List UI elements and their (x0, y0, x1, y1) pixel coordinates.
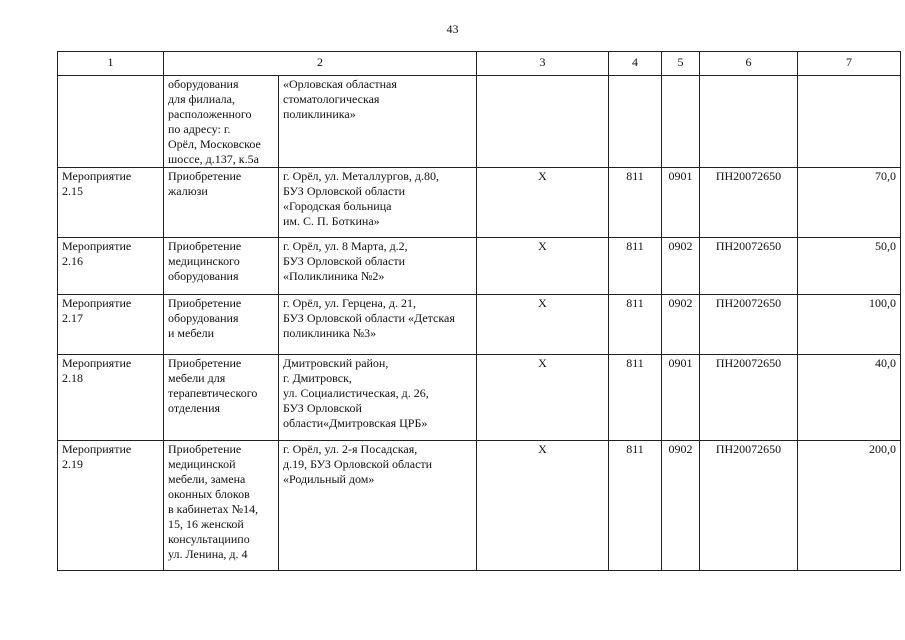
amount-cell (798, 76, 901, 168)
table-row (58, 76, 901, 168)
col5-cell: 0902 (662, 295, 700, 355)
table-row (58, 168, 901, 238)
amount-cell: 40,0 (798, 355, 901, 441)
page-number: 43 (446, 22, 459, 36)
item-cell: оборудования для филиала, расположенного по адресу: г. Орёл, Московское шоссе, д.137, к.5а (164, 76, 279, 168)
header-cell: 1 (58, 52, 164, 76)
col5-cell: 0901 (662, 168, 700, 238)
header-row (58, 52, 901, 76)
col3-cell: X (477, 295, 609, 355)
col4-cell: 811 (609, 355, 662, 441)
amount-cell: 50,0 (798, 238, 901, 295)
table-row (58, 295, 901, 355)
header-cell: 5 (662, 52, 700, 76)
col3-cell: X (477, 355, 609, 441)
col3-cell: X (477, 168, 609, 238)
col6-cell: ПН20072650 (700, 238, 798, 295)
col4-cell: 811 (609, 295, 662, 355)
event-cell (58, 76, 164, 168)
header-cell: 4 (609, 52, 662, 76)
col4-cell: 811 (609, 238, 662, 295)
place-cell: г. Орёл, ул. Металлургов, д.80, БУЗ Орловской области «Городская больница им. С. П. Боткина» (279, 168, 477, 238)
col6-cell: ПН20072650 (700, 355, 798, 441)
col6-cell: ПН20072650 (700, 168, 798, 238)
col6-cell (700, 76, 798, 168)
col4-cell (609, 76, 662, 168)
col4-cell: 811 (609, 168, 662, 238)
table-row (58, 355, 901, 441)
col3-cell: X (477, 441, 609, 571)
budget-table (57, 51, 901, 571)
table-row (58, 238, 901, 295)
header-cell: 3 (477, 52, 609, 76)
event-cell: Мероприятие 2.15 (58, 168, 164, 238)
item-cell: Приобретение мебели для терапевтического отделения (164, 355, 279, 441)
col5-cell: 0901 (662, 355, 700, 441)
col6-cell: ПН20072650 (700, 441, 798, 571)
event-cell: Мероприятие 2.17 (58, 295, 164, 355)
col5-cell (662, 76, 700, 168)
amount-cell: 70,0 (798, 168, 901, 238)
event-cell: Мероприятие 2.18 (58, 355, 164, 441)
amount-cell: 100,0 (798, 295, 901, 355)
place-cell: Дмитровский район, г. Дмитровск, ул. Социалистическая, д. 26, БУЗ Орловской области«Дмитровская ЦРБ» (279, 355, 477, 441)
col3-cell: X (477, 238, 609, 295)
col5-cell: 0902 (662, 238, 700, 295)
header-cell: 7 (798, 52, 901, 76)
event-cell: Мероприятие 2.19 (58, 441, 164, 571)
col4-cell: 811 (609, 441, 662, 571)
item-cell: Приобретение медицинской мебели, замена оконных блоков в кабинетах №14, 15, 16 женской консультациипо ул. Ленина, д. 4 (164, 441, 279, 571)
header-cell: 2 (164, 52, 477, 76)
col5-cell: 0902 (662, 441, 700, 571)
item-cell: Приобретение медицинского оборудования (164, 238, 279, 295)
place-cell: г. Орёл, ул. 8 Марта, д.2, БУЗ Орловской области «Поликлиника №2» (279, 238, 477, 295)
place-cell: г. Орёл, ул. 2-я Посадская, д.19, БУЗ Орловской области «Родильный дом» (279, 441, 477, 571)
amount-cell: 200,0 (798, 441, 901, 571)
table-row (58, 441, 901, 571)
item-cell: Приобретение оборудования и мебели (164, 295, 279, 355)
header-cell: 6 (700, 52, 798, 76)
col6-cell: ПН20072650 (700, 295, 798, 355)
event-cell: Мероприятие 2.16 (58, 238, 164, 295)
place-cell: г. Орёл, ул. Герцена, д. 21, БУЗ Орловской области «Детская поликлиника №3» (279, 295, 477, 355)
col3-cell (477, 76, 609, 168)
place-cell: «Орловская областная стоматологическая поликлиника» (279, 76, 477, 168)
item-cell: Приобретение жалюзи (164, 168, 279, 238)
